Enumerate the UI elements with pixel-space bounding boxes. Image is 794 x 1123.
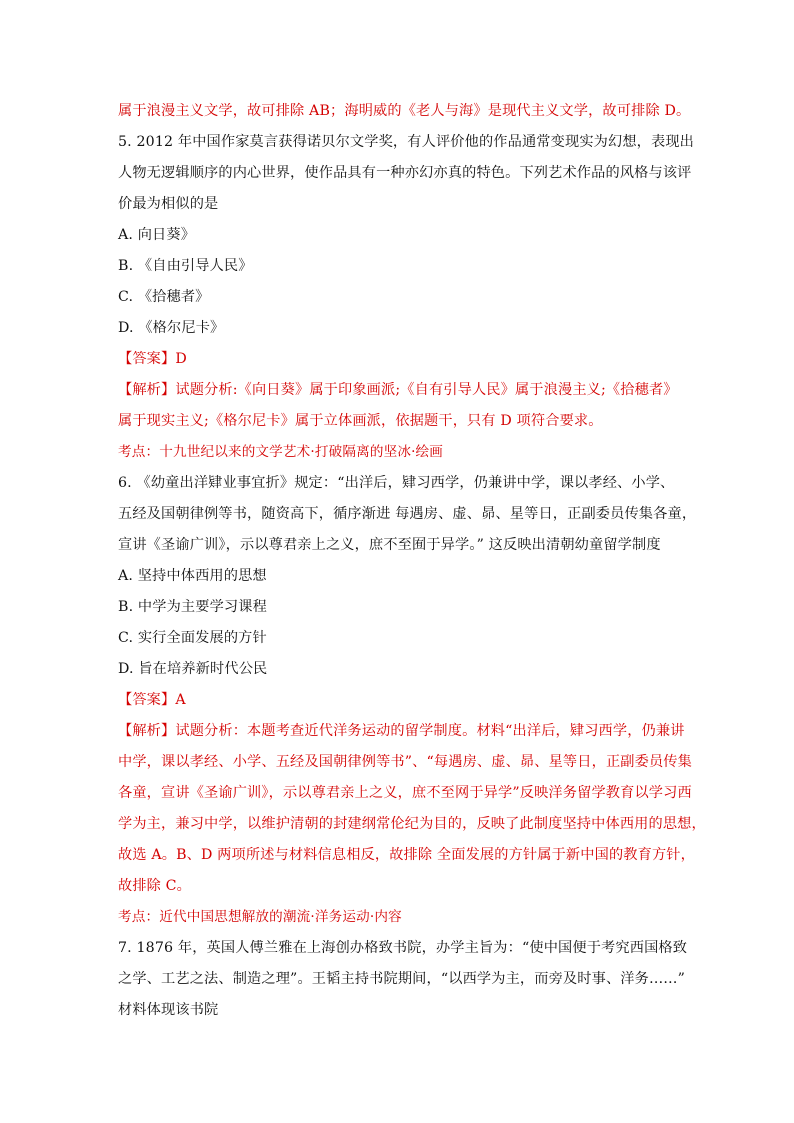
- question-6-explanation: 故选 A。B、D 两项所述与材料信息相反，故排除 全面发展的方针属于新中国的教育方针，: [118, 847, 695, 863]
- question-6-stem: 五经及国朝律例等书，随资高下，循序渐进 每遇房、虚、昴、星等日，正副委员传集各童，: [118, 506, 697, 522]
- question-6-explanation: 各童，宣讲《圣谕广训》，示以尊君亲上之义，庶不至网于异学”反映洋务留学教育以学习西: [118, 785, 692, 801]
- question-5-option-a: A. 向日葵》: [118, 227, 196, 243]
- question-7-stem: 材料体现该书院: [118, 1002, 219, 1018]
- question-6-explanation: 学为主，兼习中学，以维护清朝的封建纲常伦纪为目的，反映了此制度坚持中体西用的思想，: [118, 816, 706, 832]
- question-6-explanation: 故排除 C。: [118, 878, 192, 894]
- explanation-continuation: 属于浪漫主义文学，故可排除 AB；海明威的《老人与海》是现代主义文学，故可排除 D。: [118, 103, 691, 119]
- question-5-option-b: B. 《自由引导人民》: [118, 258, 253, 274]
- question-5-answer: 【答案】D: [118, 351, 187, 367]
- question-5-stem: 5. 2012 年中国作家莫言获得诺贝尔文学奖，有人评价他的作品通常变现实为幻想，表现出: [118, 134, 695, 150]
- question-6-stem: 宣讲《圣谕广训》，示以尊君亲上之义，庶不至囿于异学。” 这反映出清朝幼童留学制度: [118, 537, 661, 553]
- question-6-option-c: C. 实行全面发展的方针: [118, 630, 267, 646]
- question-6-option-a: A. 坚持中体西用的思想: [118, 568, 267, 584]
- question-6-explanation: 中学，课以孝经、小学、五经及国朝律例等书”、“每遇房、虚、昴、星等日，正副委员传集: [118, 754, 692, 770]
- question-6-option-b: B. 中学为主要学习课程: [118, 599, 267, 615]
- question-6-stem: 6. 《幼童出洋肄业事宜折》规定：“出洋后，肄习西学，仍兼讲中学，课以孝经、小学、: [118, 475, 675, 491]
- question-5-option-c: C. 《拾穗者》: [118, 289, 210, 305]
- question-7-stem: 之学、工艺之法、制造之理”。王韬主持书院期间，“以西学为主，而旁及时事、洋务……”: [118, 971, 686, 987]
- question-7-stem: 7. 1876 年，英国人傅兰雅在上海创办格致书院，办学主旨为：“使中国便于考究西国格致: [118, 940, 688, 956]
- question-5-stem: 价最为相似的是: [118, 196, 219, 212]
- document-page: [118, 96, 706, 1026]
- question-6-answer: 【答案】A: [118, 692, 186, 708]
- question-6-option-d: D. 旨在培养新时代公民: [118, 661, 268, 677]
- question-5-stem: 人物无逻辑顺序的内心世界，使作品具有一种亦幻亦真的特色。下列艺术作品的风格与该评: [118, 165, 692, 181]
- question-5-option-d: D. 《格尔尼卡》: [118, 320, 225, 336]
- question-5-topic: 考点：十九世纪以来的文学艺术·打破隔离的坚冰·绘画: [118, 444, 444, 460]
- question-6-explanation: 【解析】试题分析：本题考查近代洋务运动的留学制度。材料“出洋后，肄习西学，仍兼讲: [118, 723, 685, 739]
- question-5-explanation: 【解析】试题分析:《向日葵》属于印象画派;《自有引导人民》属于浪漫主义;《拾穗者》: [118, 382, 678, 398]
- question-5-explanation: 属于现实主义;《格尔尼卡》属于立体画派，依据题干，只有 D 项符合要求。: [118, 413, 603, 429]
- question-6-topic: 考点：近代中国思想解放的潮流·洋务运动·内容: [118, 909, 402, 925]
